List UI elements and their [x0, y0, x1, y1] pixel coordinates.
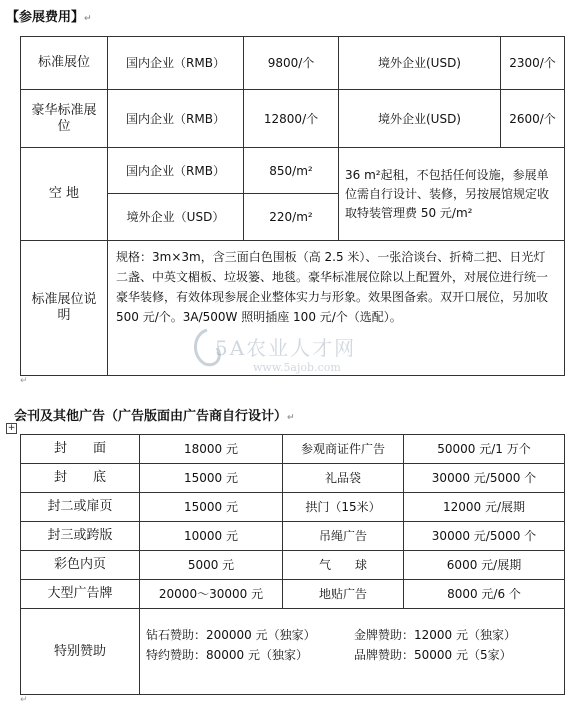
watermark-logo-text: 5A农业人才网	[215, 336, 357, 360]
deluxe-booth-label: 豪华标准展位	[21, 90, 108, 148]
ad-item2-price: 50000 元/1 万个	[404, 435, 565, 464]
sponsor-special: 特约赞助：80000 元（独家）	[146, 648, 308, 662]
watermark	[215, 332, 356, 374]
row-space-domestic	[21, 148, 565, 194]
ad-table-row	[21, 580, 565, 609]
space-note: 36 m²起租，不包括任何设施，参展单位需自行设计、装修，另按展馆规定收取特装管理费 50 元/m²	[339, 148, 565, 241]
ad-item-name: 封 面	[21, 435, 140, 464]
ad-item2-name: 拱门（15米）	[283, 493, 404, 522]
booth-desc-text: 规格：3m×3m，含三面白色围板（高 2.5 米）、一张洽谈台、折椅二把、日光灯二盏、中英文楣板、垃圾篓、地毯。豪华标准展位除以上配置外，对展位进行统一豪华装修，有效体现参展企业整体实力与形象。效果图备索。双开口展位，另加收 500 元/个。3A/500W 照明插座 100 元/个（选配）。	[108, 241, 565, 376]
row-deluxe-booth	[21, 90, 565, 148]
watermark-logo-icon	[187, 326, 227, 368]
standard-overseas-label: 境外企业(USD)	[339, 37, 501, 90]
sponsor-diamond: 钻石赞助：200000 元（独家）	[146, 628, 316, 642]
ad-item-name: 封二或扉页	[21, 493, 140, 522]
ad-item2-name: 礼品袋	[283, 464, 404, 493]
ad-item2-price: 30000 元/5000 个	[404, 522, 565, 551]
ad-item2-price: 12000 元/展期	[404, 493, 565, 522]
ad-table-row	[21, 551, 565, 580]
ad-item2-price: 30000 元/5000 个	[404, 464, 565, 493]
ad-item-price: 15000 元	[140, 464, 283, 493]
space-domestic-price: 850/m²	[244, 148, 339, 194]
ad-item-name: 大型广告牌	[21, 580, 140, 609]
booth-fee-table	[20, 36, 565, 376]
sponsor-label: 特别赞助	[21, 609, 140, 695]
ad-item2-price: 8000 元/6 个	[404, 580, 565, 609]
ad-item-price: 10000 元	[140, 522, 283, 551]
ad-item-name: 彩色内页	[21, 551, 140, 580]
section2-heading-text: 会刊及其他广告（广告版面由广告商自行设计）	[14, 409, 288, 424]
ad-item2-name: 吊绳广告	[283, 522, 404, 551]
sponsor-brand: 品牌赞助：50000 元（5家）	[354, 648, 512, 662]
standard-domestic-price: 9800/个	[244, 37, 339, 90]
ad-item-name: 封三或跨版	[21, 522, 140, 551]
ad-item2-name: 参观商证件广告	[283, 435, 404, 464]
space-overseas-price: 220/m²	[244, 194, 339, 241]
ad-table-row	[21, 493, 565, 522]
ad-item2-name: 地贴广告	[283, 580, 404, 609]
ad-table-row	[21, 464, 565, 493]
section1-heading: 【参展费用】↵	[6, 10, 92, 25]
section2-heading: 会刊及其他广告（广告版面由广告商自行设计）↵	[14, 409, 295, 424]
sponsor-items	[140, 609, 565, 695]
ad-item-price: 18000 元	[140, 435, 283, 464]
ad-item-name: 封 底	[21, 464, 140, 493]
standard-domestic-label: 国内企业（RMB）	[108, 37, 244, 90]
standard-booth-label: 标准展位	[21, 37, 108, 90]
ad-table-row	[21, 435, 565, 464]
deluxe-overseas-price: 2600/个	[501, 90, 565, 148]
row-special-sponsor	[21, 609, 565, 695]
deluxe-domestic-price: 12800/个	[244, 90, 339, 148]
section1-heading-text: 【参展费用】	[6, 10, 85, 25]
row-standard-booth	[21, 37, 565, 90]
ad-item2-name: 气 球	[283, 551, 404, 580]
deluxe-domestic-label: 国内企业（RMB）	[108, 90, 244, 148]
space-label: 空 地	[21, 148, 108, 241]
sponsor-gold: 金牌赞助：12000 元（独家）	[354, 628, 516, 642]
standard-overseas-price: 2300/个	[501, 37, 565, 90]
watermark-url: www.5ajob.com	[253, 361, 341, 374]
ad-item-price: 15000 元	[140, 493, 283, 522]
deluxe-overseas-label: 境外企业(USD)	[339, 90, 501, 148]
ad-fee-table	[20, 434, 565, 695]
ad-item-price: 5000 元	[140, 551, 283, 580]
space-domestic-label: 国内企业（RMB）	[108, 148, 244, 194]
space-overseas-label: 境外企业（USD）	[108, 194, 244, 241]
table-move-handle-icon[interactable]: +	[7, 423, 16, 433]
booth-desc-label: 标准展位说明	[21, 241, 108, 376]
ad-table-row	[21, 522, 565, 551]
ad-item2-price: 6000 元/展期	[404, 551, 565, 580]
ad-item-price: 20000～30000 元	[140, 580, 283, 609]
